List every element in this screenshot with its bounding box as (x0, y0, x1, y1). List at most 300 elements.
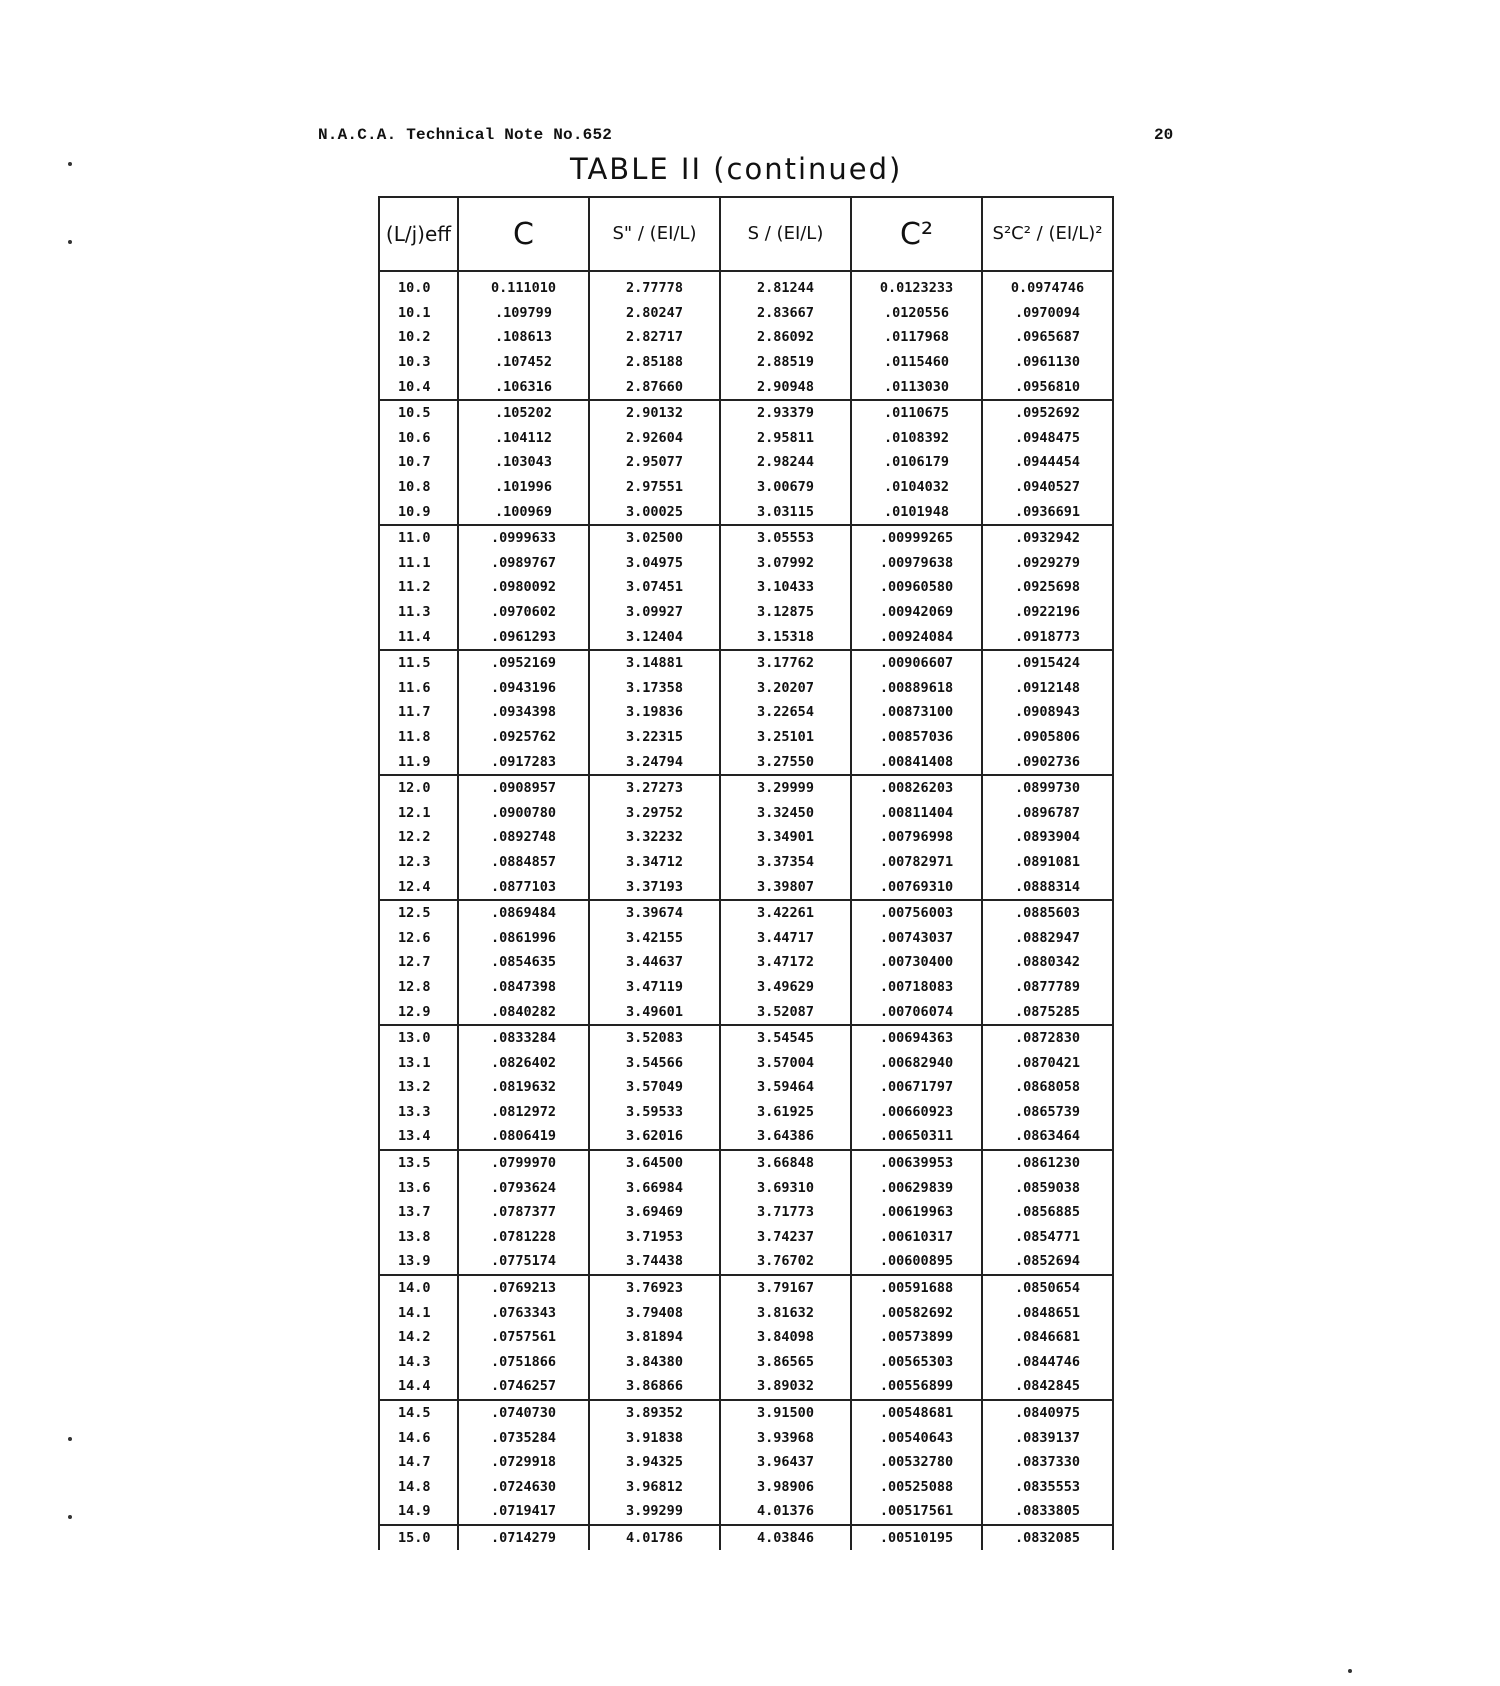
table-row (379, 1025, 1113, 1051)
cell-c: .0877103 (458, 874, 589, 900)
table-row (379, 650, 1113, 676)
table-row (379, 350, 1113, 375)
cell-lj: 14.3 (379, 1350, 458, 1375)
cell-s2: 3.32232 (589, 825, 720, 850)
cell-s: 3.44717 (720, 925, 851, 950)
cell-s2: 3.59533 (589, 1100, 720, 1125)
cell-c2: 0.0123233 (851, 271, 982, 301)
cell-lj: 13.9 (379, 1249, 458, 1275)
cell-lj: 14.0 (379, 1275, 458, 1301)
cell-c: .0961293 (458, 624, 589, 650)
cell-lj: 14.5 (379, 1400, 458, 1426)
cell-s2: 3.19836 (589, 700, 720, 725)
cell-c: .0719417 (458, 1499, 589, 1525)
cell-c: .0980092 (458, 575, 589, 600)
cell-s: 3.47172 (720, 950, 851, 975)
cell-s2c2: .0922196 (982, 600, 1113, 625)
cell-s2: 3.47119 (589, 975, 720, 1000)
cell-s2c2: .0850654 (982, 1275, 1113, 1301)
cell-s: 3.12875 (720, 600, 851, 625)
cell-s: 3.66848 (720, 1150, 851, 1176)
table-row (379, 1400, 1113, 1426)
table-row (379, 575, 1113, 600)
cell-c2: .00650311 (851, 1124, 982, 1150)
cell-s: 3.64386 (720, 1124, 851, 1150)
table-row (379, 1499, 1113, 1525)
col-header-c: C (458, 197, 589, 271)
cell-c: .0787377 (458, 1200, 589, 1225)
cell-c: .0724630 (458, 1475, 589, 1500)
cell-s2: 2.90132 (589, 400, 720, 426)
cell-c2: .00857036 (851, 725, 982, 750)
table-row (379, 725, 1113, 750)
table-row (379, 850, 1113, 875)
cell-s: 3.74237 (720, 1225, 851, 1250)
cell-c2: .00889618 (851, 676, 982, 701)
cell-s: 3.15318 (720, 624, 851, 650)
col-header-s2: S" / (EI/L) (589, 197, 720, 271)
cell-s2: 2.92604 (589, 426, 720, 451)
cell-s2: 3.17358 (589, 676, 720, 701)
table-row (379, 1450, 1113, 1475)
cell-s: 3.05553 (720, 525, 851, 551)
cell-lj: 13.3 (379, 1100, 458, 1125)
cell-s2c2: .0840975 (982, 1400, 1113, 1426)
cell-s2c2: .0875285 (982, 999, 1113, 1025)
cell-c: .0793624 (458, 1175, 589, 1200)
cell-s2c2: .0856885 (982, 1200, 1113, 1225)
cell-c: .0746257 (458, 1374, 589, 1400)
cell-lj: 10.6 (379, 426, 458, 451)
table-row (379, 1374, 1113, 1400)
cell-s2: 3.22315 (589, 725, 720, 750)
cell-c2: .00873100 (851, 700, 982, 725)
cell-c: .0892748 (458, 825, 589, 850)
table-row (379, 1249, 1113, 1275)
cell-lj: 13.6 (379, 1175, 458, 1200)
cell-c2: .00706074 (851, 999, 982, 1025)
cell-s2c2: .0893904 (982, 825, 1113, 850)
cell-s2: 2.77778 (589, 271, 720, 301)
cell-c: .0999633 (458, 525, 589, 551)
cell-c2: .00517561 (851, 1499, 982, 1525)
scan-speck (68, 162, 72, 166)
cell-c: .0812972 (458, 1100, 589, 1125)
cell-c: .0826402 (458, 1050, 589, 1075)
cell-s: 2.98244 (720, 450, 851, 475)
table-row (379, 1475, 1113, 1500)
table-row (379, 925, 1113, 950)
cell-s2: 3.09927 (589, 600, 720, 625)
cell-s: 2.88519 (720, 350, 851, 375)
cell-c: .0847398 (458, 975, 589, 1000)
cell-s2: 3.29752 (589, 800, 720, 825)
cell-s: 3.32450 (720, 800, 851, 825)
cell-s2c2: .0877789 (982, 975, 1113, 1000)
table-row (379, 1150, 1113, 1176)
cell-s2c2: .0846681 (982, 1325, 1113, 1350)
cell-c2: .00660923 (851, 1100, 982, 1125)
cell-s: 3.39807 (720, 874, 851, 900)
cell-s2: 2.80247 (589, 301, 720, 326)
scan-speck (68, 1437, 72, 1441)
cell-s: 3.27550 (720, 749, 851, 775)
cell-c2: .00573899 (851, 1325, 982, 1350)
table-row (379, 1350, 1113, 1375)
cell-lj: 11.6 (379, 676, 458, 701)
cell-s2c2: .0899730 (982, 775, 1113, 801)
cell-c: .103043 (458, 450, 589, 475)
cell-s2c2: .0835553 (982, 1475, 1113, 1500)
cell-s: 3.96437 (720, 1450, 851, 1475)
col-header-s: S / (EI/L) (720, 197, 851, 271)
cell-c: .0943196 (458, 676, 589, 701)
cell-c2: .0113030 (851, 374, 982, 400)
cell-s2: 3.42155 (589, 925, 720, 950)
cell-s: 3.22654 (720, 700, 851, 725)
cell-s: 3.81632 (720, 1300, 851, 1325)
cell-c2: .00525088 (851, 1475, 982, 1500)
cell-s2: 3.89352 (589, 1400, 720, 1426)
cell-s: 2.83667 (720, 301, 851, 326)
cell-c2: .00730400 (851, 950, 982, 975)
cell-s2c2: .0905806 (982, 725, 1113, 750)
cell-s: 3.57004 (720, 1050, 851, 1075)
cell-lj: 11.5 (379, 650, 458, 676)
cell-c: .0757561 (458, 1325, 589, 1350)
cell-c2: .00826203 (851, 775, 982, 801)
cell-lj: 14.9 (379, 1499, 458, 1525)
cell-c2: .0117968 (851, 325, 982, 350)
table-row (379, 475, 1113, 500)
document-header: N.A.C.A. Technical Note No.652 (318, 126, 613, 144)
cell-c2: .0108392 (851, 426, 982, 451)
cell-c: .0970602 (458, 600, 589, 625)
cell-c: .0989767 (458, 551, 589, 576)
cell-s2c2: .0929279 (982, 551, 1113, 576)
cell-c: .104112 (458, 426, 589, 451)
cell-s: 2.86092 (720, 325, 851, 350)
cell-c2: .00682940 (851, 1050, 982, 1075)
cell-c2: .00756003 (851, 900, 982, 926)
scan-speck (68, 1515, 72, 1519)
cell-s2c2: .0925698 (982, 575, 1113, 600)
cell-c2: .00796998 (851, 825, 982, 850)
table-row (379, 825, 1113, 850)
cell-c2: .00556899 (851, 1374, 982, 1400)
data-table (378, 196, 1114, 1550)
cell-s2: 3.37193 (589, 874, 720, 900)
cell-s2c2: .0863464 (982, 1124, 1113, 1150)
cell-s2c2: .0832085 (982, 1525, 1113, 1551)
table-row (379, 271, 1113, 301)
cell-s2: 2.82717 (589, 325, 720, 350)
cell-c2: .00510195 (851, 1525, 982, 1551)
cell-c2: .00811404 (851, 800, 982, 825)
cell-s2c2: .0918773 (982, 624, 1113, 650)
cell-s2: 3.44637 (589, 950, 720, 975)
table-row (379, 1425, 1113, 1450)
table-row (379, 800, 1113, 825)
cell-s2: 2.95077 (589, 450, 720, 475)
table-row (379, 1100, 1113, 1125)
cell-lj: 12.4 (379, 874, 458, 900)
cell-lj: 11.7 (379, 700, 458, 725)
table-row (379, 551, 1113, 576)
cell-s: 3.25101 (720, 725, 851, 750)
cell-s2: 3.69469 (589, 1200, 720, 1225)
cell-s2c2: .0868058 (982, 1075, 1113, 1100)
table-row (379, 1525, 1113, 1551)
cell-c2: .00769310 (851, 874, 982, 900)
cell-c2: .00548681 (851, 1400, 982, 1426)
cell-lj: 10.1 (379, 301, 458, 326)
table-row (379, 624, 1113, 650)
cell-s2: 3.66984 (589, 1175, 720, 1200)
table-row (379, 1200, 1113, 1225)
cell-c2: .00694363 (851, 1025, 982, 1051)
cell-lj: 12.0 (379, 775, 458, 801)
cell-lj: 11.9 (379, 749, 458, 775)
cell-s2: 3.00025 (589, 499, 720, 525)
cell-lj: 13.5 (379, 1150, 458, 1176)
cell-c2: .00906607 (851, 650, 982, 676)
cell-lj: 12.8 (379, 975, 458, 1000)
cell-s: 3.42261 (720, 900, 851, 926)
cell-c2: .00591688 (851, 1275, 982, 1301)
cell-s2c2: .0837330 (982, 1450, 1113, 1475)
cell-lj: 13.2 (379, 1075, 458, 1100)
cell-c: .0908957 (458, 775, 589, 801)
cell-c2: .00565303 (851, 1350, 982, 1375)
table-row (379, 1050, 1113, 1075)
table-header-row (379, 197, 1113, 271)
table-row (379, 950, 1113, 975)
cell-s2c2: .0965687 (982, 325, 1113, 350)
cell-s2c2: .0902736 (982, 749, 1113, 775)
cell-s2c2: .0848651 (982, 1300, 1113, 1325)
table-row (379, 426, 1113, 451)
cell-s2c2: .0948475 (982, 426, 1113, 451)
cell-s2: 3.54566 (589, 1050, 720, 1075)
cell-s2: 3.99299 (589, 1499, 720, 1525)
cell-c2: .0115460 (851, 350, 982, 375)
cell-c2: .00639953 (851, 1150, 982, 1176)
cell-s2: 3.62016 (589, 1124, 720, 1150)
cell-c2: .00924084 (851, 624, 982, 650)
cell-s2: 3.64500 (589, 1150, 720, 1176)
cell-s2c2: .0952692 (982, 400, 1113, 426)
cell-s2c2: .0896787 (982, 800, 1113, 825)
cell-c2: .00610317 (851, 1225, 982, 1250)
cell-lj: 12.5 (379, 900, 458, 926)
table-row (379, 874, 1113, 900)
cell-s2: 2.87660 (589, 374, 720, 400)
cell-s2c2: .0842845 (982, 1374, 1113, 1400)
cell-s2: 3.94325 (589, 1450, 720, 1475)
cell-s2c2: .0859038 (982, 1175, 1113, 1200)
cell-s2c2: .0839137 (982, 1425, 1113, 1450)
cell-s: 3.69310 (720, 1175, 851, 1200)
table-title: TABLE II (continued) (570, 152, 903, 186)
cell-s2c2: .0944454 (982, 450, 1113, 475)
cell-c: 0.111010 (458, 271, 589, 301)
cell-lj: 12.9 (379, 999, 458, 1025)
cell-c2: .00540643 (851, 1425, 982, 1450)
cell-lj: 11.4 (379, 624, 458, 650)
table-row (379, 1325, 1113, 1350)
cell-lj: 10.7 (379, 450, 458, 475)
cell-c2: .00600895 (851, 1249, 982, 1275)
cell-c: .0781228 (458, 1225, 589, 1250)
cell-c: .105202 (458, 400, 589, 426)
table-row (379, 525, 1113, 551)
table-row (379, 301, 1113, 326)
cell-s2: 3.84380 (589, 1350, 720, 1375)
cell-s2c2: .0912148 (982, 676, 1113, 701)
cell-c: .0869484 (458, 900, 589, 926)
cell-c: .0925762 (458, 725, 589, 750)
cell-lj: 10.0 (379, 271, 458, 301)
cell-c: .0900780 (458, 800, 589, 825)
cell-lj: 14.6 (379, 1425, 458, 1450)
cell-c: .0729918 (458, 1450, 589, 1475)
cell-s2c2: .0915424 (982, 650, 1113, 676)
cell-c: .0763343 (458, 1300, 589, 1325)
col-header-lj: (L/j)eff (379, 197, 458, 271)
cell-c: .0934398 (458, 700, 589, 725)
cell-c2: .00999265 (851, 525, 982, 551)
cell-c: .0775174 (458, 1249, 589, 1275)
cell-lj: 13.0 (379, 1025, 458, 1051)
cell-c2: .0120556 (851, 301, 982, 326)
cell-s: 3.07992 (720, 551, 851, 576)
cell-s: 2.81244 (720, 271, 851, 301)
cell-c2: .0110675 (851, 400, 982, 426)
cell-s2: 3.12404 (589, 624, 720, 650)
cell-s: 3.93968 (720, 1425, 851, 1450)
cell-s2: 3.04975 (589, 551, 720, 576)
cell-c: .0952169 (458, 650, 589, 676)
cell-s: 3.71773 (720, 1200, 851, 1225)
cell-s2c2: .0865739 (982, 1100, 1113, 1125)
cell-s2c2: .0844746 (982, 1350, 1113, 1375)
cell-s: 2.90948 (720, 374, 851, 400)
cell-s: 3.79167 (720, 1275, 851, 1301)
cell-s2: 3.79408 (589, 1300, 720, 1325)
cell-s: 3.03115 (720, 499, 851, 525)
cell-c2: .00629839 (851, 1175, 982, 1200)
cell-c: .108613 (458, 325, 589, 350)
cell-c2: .0101948 (851, 499, 982, 525)
col-header-c2: C² (851, 197, 982, 271)
cell-s: 2.93379 (720, 400, 851, 426)
cell-s: 3.00679 (720, 475, 851, 500)
cell-s2: 3.81894 (589, 1325, 720, 1350)
table-row (379, 1175, 1113, 1200)
cell-lj: 10.9 (379, 499, 458, 525)
cell-lj: 14.4 (379, 1374, 458, 1400)
cell-s: 3.17762 (720, 650, 851, 676)
cell-c2: .00979638 (851, 551, 982, 576)
cell-s: 4.01376 (720, 1499, 851, 1525)
table-row (379, 1225, 1113, 1250)
cell-c2: .00619963 (851, 1200, 982, 1225)
cell-lj: 12.6 (379, 925, 458, 950)
cell-lj: 12.3 (379, 850, 458, 875)
cell-s: 3.29999 (720, 775, 851, 801)
cell-s: 3.59464 (720, 1075, 851, 1100)
table-row (379, 499, 1113, 525)
cell-s: 3.98906 (720, 1475, 851, 1500)
cell-s2c2: .0908943 (982, 700, 1113, 725)
cell-s2c2: .0940527 (982, 475, 1113, 500)
cell-s2: 3.07451 (589, 575, 720, 600)
cell-s2: 3.91838 (589, 1425, 720, 1450)
cell-s2c2: .0891081 (982, 850, 1113, 875)
cell-lj: 11.1 (379, 551, 458, 576)
cell-s: 3.76702 (720, 1249, 851, 1275)
table-row (379, 749, 1113, 775)
cell-s2c2: .0956810 (982, 374, 1113, 400)
cell-s: 3.86565 (720, 1350, 851, 1375)
cell-lj: 14.7 (379, 1450, 458, 1475)
cell-s2: 3.71953 (589, 1225, 720, 1250)
cell-c: .101996 (458, 475, 589, 500)
page-number: 20 (1154, 126, 1174, 144)
cell-lj: 10.8 (379, 475, 458, 500)
cell-c2: .00841408 (851, 749, 982, 775)
cell-s2: 3.27273 (589, 775, 720, 801)
cell-c: .0714279 (458, 1525, 589, 1551)
cell-c2: .00743037 (851, 925, 982, 950)
cell-s: 3.37354 (720, 850, 851, 875)
cell-s: 2.95811 (720, 426, 851, 451)
cell-c2: .00532780 (851, 1450, 982, 1475)
cell-s2c2: .0970094 (982, 301, 1113, 326)
cell-s2: 3.39674 (589, 900, 720, 926)
cell-s2c2: .0833805 (982, 1499, 1113, 1525)
table-row (379, 700, 1113, 725)
cell-s2c2: 0.0974746 (982, 271, 1113, 301)
cell-c2: .00960580 (851, 575, 982, 600)
cell-s2: 3.74438 (589, 1249, 720, 1275)
cell-s2c2: .0852694 (982, 1249, 1113, 1275)
cell-s: 4.03846 (720, 1525, 851, 1551)
cell-s2c2: .0870421 (982, 1050, 1113, 1075)
table-row (379, 374, 1113, 400)
cell-s: 3.84098 (720, 1325, 851, 1350)
cell-c2: .00942069 (851, 600, 982, 625)
table-row (379, 900, 1113, 926)
cell-s2: 3.57049 (589, 1075, 720, 1100)
cell-c: .0735284 (458, 1425, 589, 1450)
cell-c: .0740730 (458, 1400, 589, 1426)
cell-lj: 11.8 (379, 725, 458, 750)
cell-s2: 3.24794 (589, 749, 720, 775)
cell-lj: 10.3 (379, 350, 458, 375)
table-row (379, 1075, 1113, 1100)
cell-s: 3.49629 (720, 975, 851, 1000)
table-row (379, 450, 1113, 475)
cell-s: 3.52087 (720, 999, 851, 1025)
cell-s: 3.34901 (720, 825, 851, 850)
cell-s2: 3.34712 (589, 850, 720, 875)
cell-lj: 13.1 (379, 1050, 458, 1075)
cell-s2: 2.97551 (589, 475, 720, 500)
cell-c2: .00582692 (851, 1300, 982, 1325)
cell-lj: 12.2 (379, 825, 458, 850)
